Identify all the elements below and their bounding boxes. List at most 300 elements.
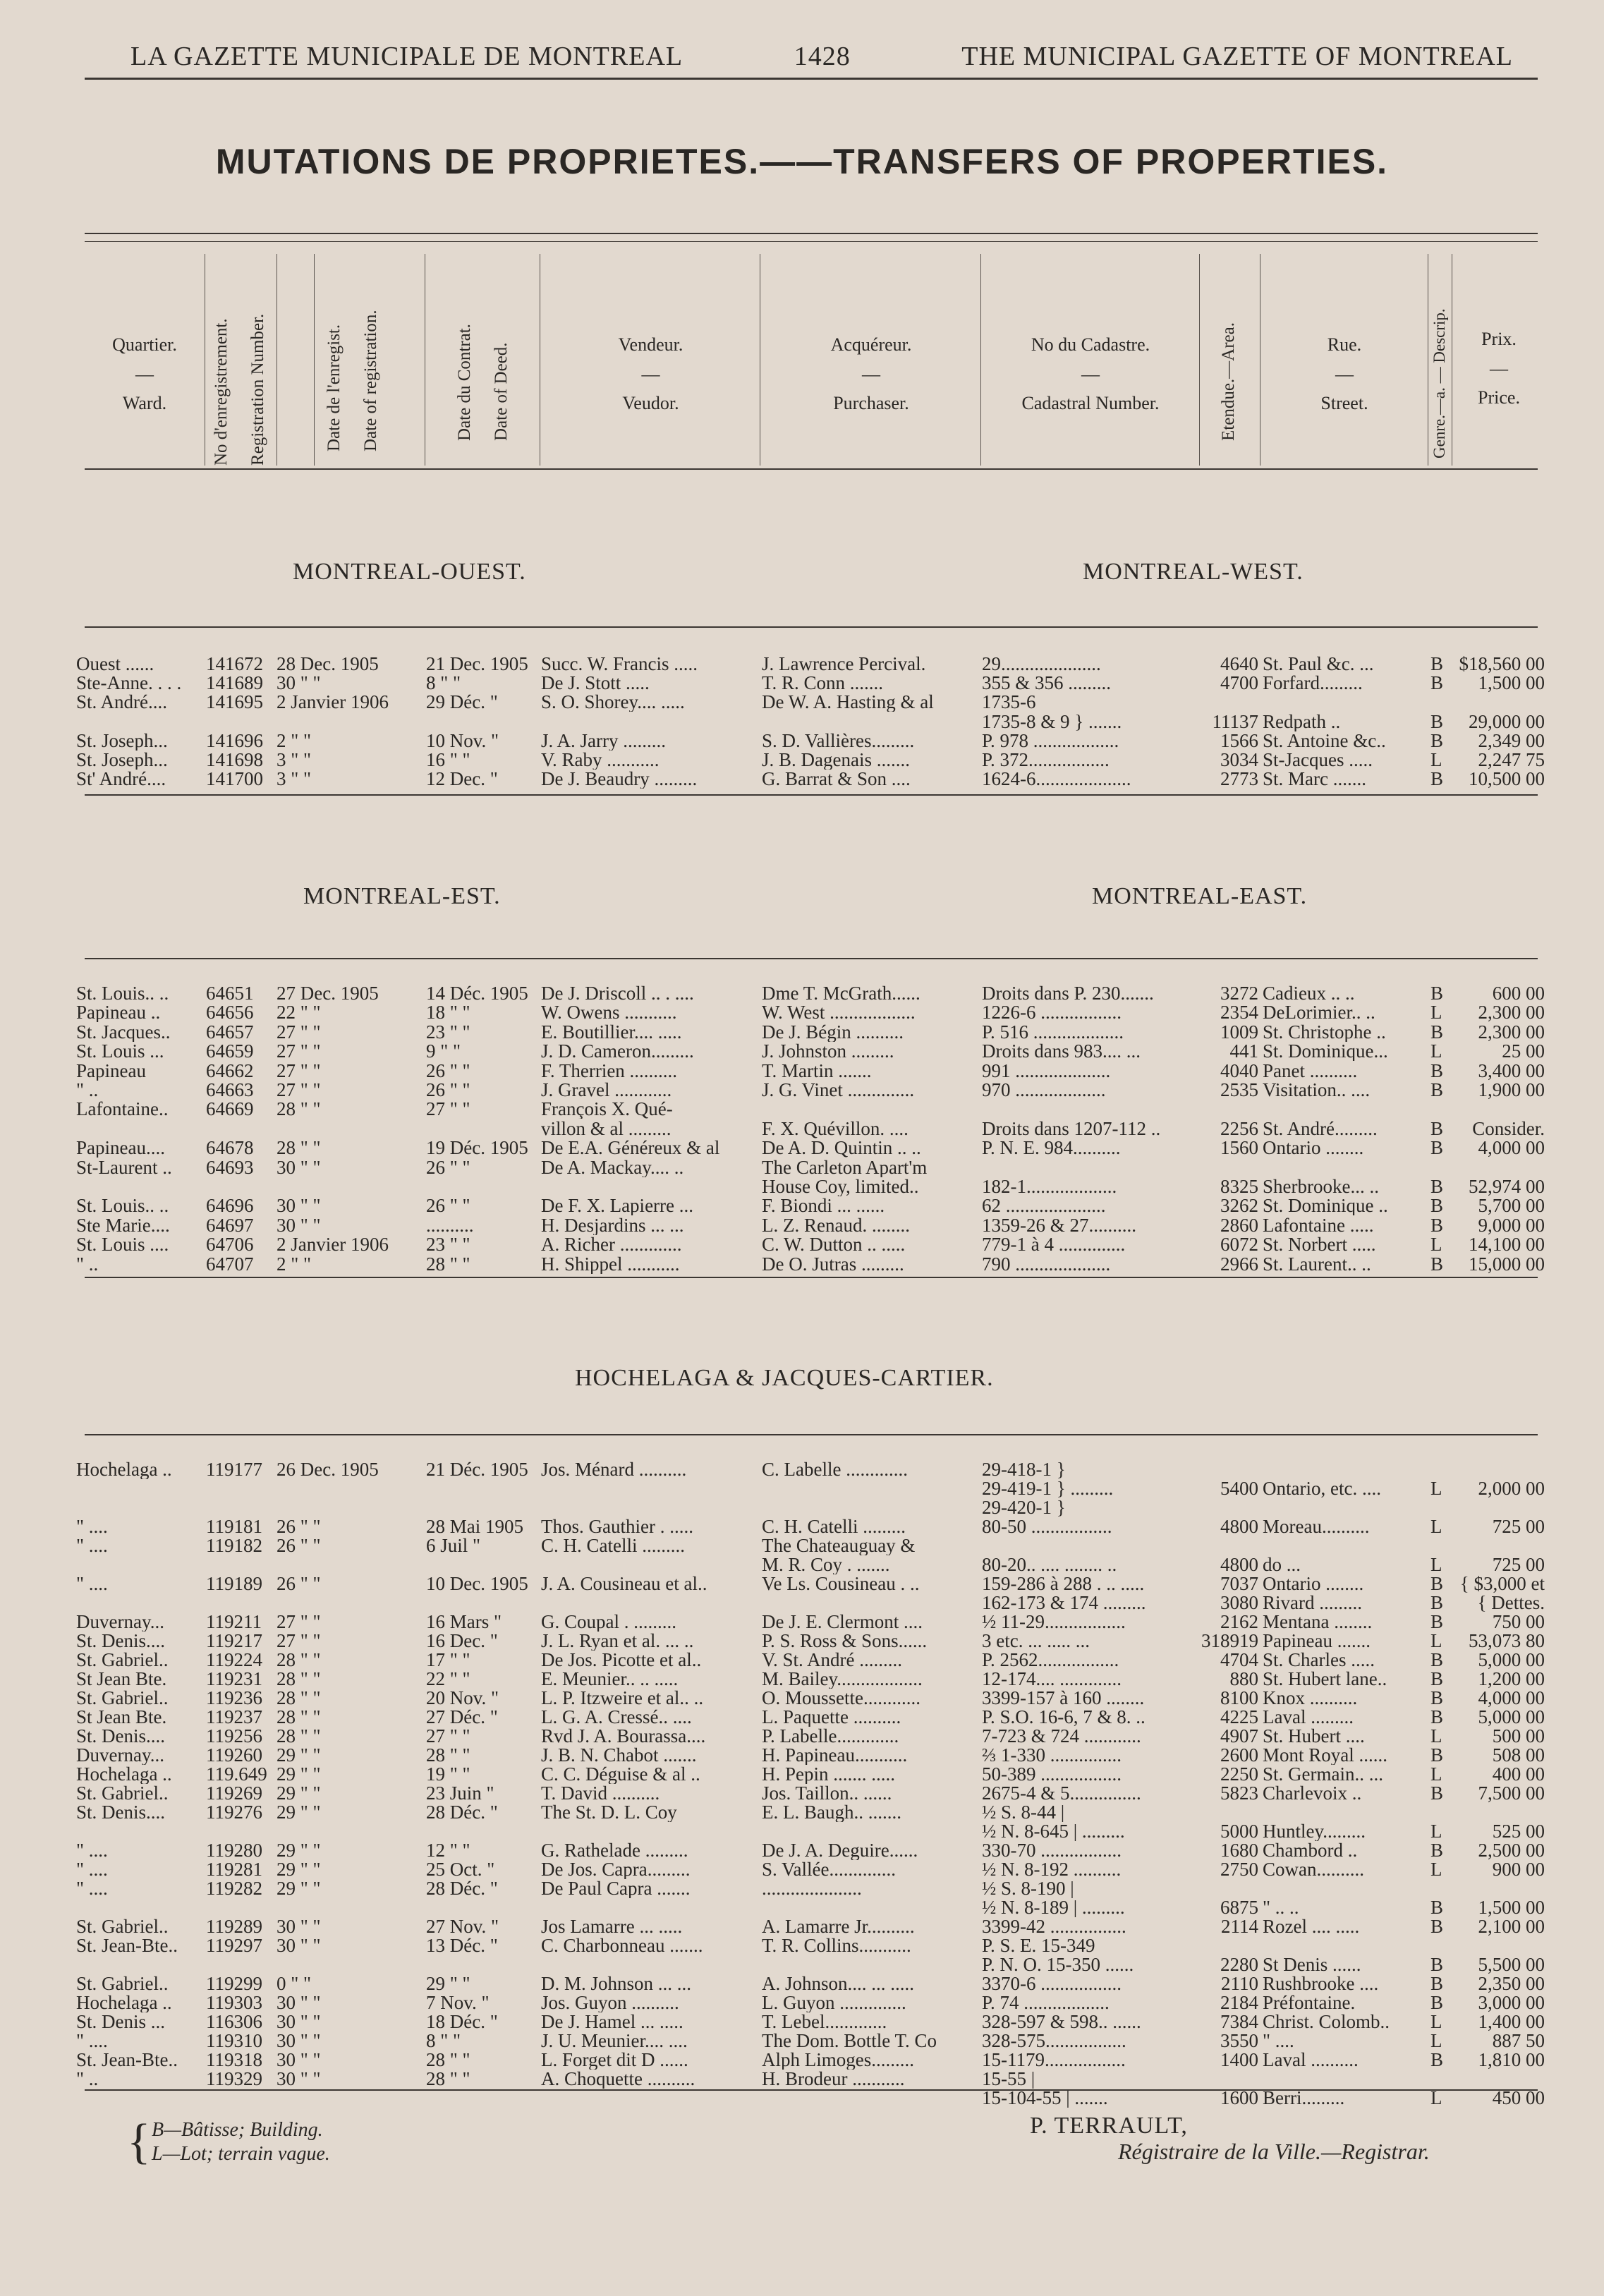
cell-cadastre: 2675-4 & 5...............: [982, 1784, 1141, 1803]
cell-purchaser: Ve Ls. Cousineau . ..: [762, 1574, 920, 1593]
cell-rdate: 26 " ": [277, 1574, 321, 1593]
cell-area: 1566: [1220, 731, 1258, 751]
cell-ddate: 8 " ": [426, 2031, 461, 2051]
cell-cadastre: Droits dans 983.... ...: [982, 1042, 1141, 1061]
header-reg-no-en: Registration Number.: [248, 313, 267, 466]
cell-ddate: 26 " ": [426, 1196, 470, 1215]
cell-no: 64659: [206, 1042, 254, 1061]
cell-ward: St. Gabriel..: [76, 1917, 169, 1936]
cell-genre: L: [1430, 1860, 1442, 1879]
table-row: [0, 1822, 1604, 1841]
cell-genre: L: [1430, 1517, 1442, 1536]
cell-genre: B: [1430, 1898, 1444, 1917]
cell-purchaser: M. R. Coy . .......: [762, 1555, 890, 1574]
cell-rdate: 30 " ": [277, 1196, 321, 1215]
cell-ward: Lafontaine..: [76, 1100, 169, 1119]
cell-genre: L: [1430, 1727, 1442, 1746]
cell-ward: St Jean Bte.: [76, 1708, 167, 1727]
cell-no: 119237: [206, 1708, 262, 1727]
cell-ward: St. Denis....: [76, 1803, 166, 1822]
running-head-left: LA GAZETTE MUNICIPALE DE MONTREAL: [130, 42, 683, 71]
header-area: Etendue.—Area.: [1219, 322, 1238, 441]
cell-rdate: 30 " ": [277, 674, 321, 693]
table-row: [0, 1235, 1604, 1254]
cell-price: 2,100 00: [1478, 1917, 1545, 1936]
cell-cadastre: 162-173 & 174 .........: [982, 1593, 1146, 1612]
cell-no: 119289: [206, 1917, 262, 1936]
cell-ddate: 23 " ": [426, 1023, 470, 1042]
cell-vendor: L. G. A. Cressé.. ....: [541, 1708, 692, 1727]
running-head-right: THE MUNICIPAL GAZETTE OF MONTREAL: [961, 42, 1513, 71]
cell-ward: St' André....: [76, 770, 166, 789]
cell-price: $18,560 00: [1459, 655, 1545, 674]
cell-purchaser: De J. E. Clermont ....: [762, 1612, 923, 1632]
cell-ddate: 21 Dec. 1905: [426, 655, 528, 674]
header-deed-date-en: Date of Deed.: [492, 342, 511, 441]
cell-cadastre: ⅔ 1-330 ...............: [982, 1746, 1122, 1765]
cell-genre: B: [1430, 1216, 1444, 1235]
cell-street: do ...: [1263, 1555, 1301, 1574]
cell-street: Cowan..........: [1263, 1860, 1364, 1879]
cell-no: 119329: [206, 2070, 262, 2089]
cell-cadastre: P. N. O. 15-350 ......: [982, 1955, 1134, 1974]
cell-price: 52,974 00: [1469, 1177, 1545, 1196]
cell-ddate: 13 Déc. ": [426, 1936, 498, 1955]
cell-no: 141672: [206, 655, 263, 674]
table-row: [0, 1100, 1604, 1119]
cell-street: St. Marc .......: [1263, 770, 1366, 789]
table-row: [0, 751, 1604, 770]
header-purchaser: [762, 330, 980, 418]
cell-ddate: 19 Déc. 1905: [426, 1138, 528, 1158]
cell-cadastre: 29-419-1 } .........: [982, 1479, 1114, 1498]
section-end-rule: [85, 794, 1538, 796]
cell-vendor: L. P. Itzweire et al.. ..: [541, 1689, 704, 1708]
table-row: [0, 1062, 1604, 1081]
cell-genre: B: [1430, 1917, 1444, 1936]
table-row: [0, 1898, 1604, 1917]
cell-ddate: 14 Déc. 1905: [426, 984, 528, 1003]
table-row: [0, 1632, 1604, 1651]
table-row: [0, 1460, 1604, 1479]
header-cadastre: [982, 330, 1199, 418]
table-row: [0, 1689, 1604, 1708]
cell-cadastre: 80-50 .................: [982, 1517, 1112, 1536]
table-row: [0, 1612, 1604, 1632]
cell-ward: " ....: [76, 1574, 108, 1593]
cell-rdate: 29 " ": [277, 1765, 321, 1784]
cell-street: St. Christophe ..: [1263, 1023, 1386, 1042]
cell-no: 64697: [206, 1216, 254, 1235]
cell-no: 64662: [206, 1062, 254, 1081]
cell-street: St. Germain.. ...: [1263, 1765, 1383, 1784]
cell-ddate: 20 Nov. ": [426, 1689, 499, 1708]
cell-area: 2860: [1220, 1216, 1258, 1235]
cell-rdate: 26 " ": [277, 1517, 321, 1536]
cell-purchaser: Alph Limoges.........: [762, 2051, 914, 2070]
cell-no: 141689: [206, 674, 263, 693]
cell-area: 1680: [1220, 1841, 1258, 1860]
cell-rdate: 29 " ": [277, 1784, 321, 1803]
section-label-hochelaga: HOCHELAGA & JACQUES-CARTIER.: [575, 1365, 994, 1391]
cell-ddate: 12 Dec. ": [426, 770, 498, 789]
table-row: [0, 731, 1604, 751]
cell-genre: B: [1430, 1196, 1444, 1215]
cell-vendor: J. D. Cameron.........: [541, 1042, 694, 1061]
cell-area: 5823: [1220, 1784, 1258, 1803]
cell-cadastre: 15-104-55 | .......: [982, 2089, 1108, 2108]
cell-vendor: De E.A. Généreux & al: [541, 1138, 720, 1158]
cell-rdate: 30 " ": [277, 2031, 321, 2051]
cell-street: Ontario, etc. ....: [1263, 1479, 1381, 1498]
cell-cadastre: 29-420-1 }: [982, 1498, 1066, 1517]
cell-cadastre: P. 372.................: [982, 751, 1110, 770]
cell-price: 750 00: [1492, 1612, 1545, 1632]
cell-ward: Ouest ......: [76, 655, 154, 674]
cell-ward: St. Louis ....: [76, 1235, 169, 1254]
cell-no: 64657: [206, 1023, 254, 1042]
header-dash: —: [1490, 358, 1508, 379]
cell-street: St Denis ......: [1263, 1955, 1361, 1974]
table-row: [0, 1119, 1604, 1138]
cell-ward: St. Gabriel..: [76, 1689, 169, 1708]
cell-genre: B: [1430, 1689, 1444, 1708]
cell-purchaser: L. Z. Renaud. ........: [762, 1216, 910, 1235]
cell-area: 6072: [1220, 1235, 1258, 1254]
header-vendor: [543, 330, 758, 418]
cell-area: 2750: [1220, 1860, 1258, 1879]
header-street-fr: Rue.: [1327, 334, 1362, 355]
cell-area: 7037: [1220, 1574, 1258, 1593]
cell-ward: Hochelaga ..: [76, 1993, 172, 2012]
cell-genre: L: [1430, 1765, 1442, 1784]
header-dash: —: [862, 363, 880, 384]
cell-genre: B: [1430, 1974, 1444, 1993]
cell-no: 119182: [206, 1536, 262, 1555]
cell-ward: Ste-Anne. . . .: [76, 674, 182, 693]
cell-genre: B: [1430, 1993, 1444, 2012]
cell-cadastre: P. 516 ...................: [982, 1023, 1124, 1042]
cell-street: Redpath ..: [1263, 712, 1341, 731]
table-row: [0, 2070, 1604, 2089]
cell-no: 64663: [206, 1081, 254, 1100]
cell-cadastre: 80-20.. .... ........ ..: [982, 1555, 1117, 1574]
cell-area: 441: [1229, 1042, 1258, 1061]
cell-vendor: De Jos. Picotte et al..: [541, 1651, 702, 1670]
cell-area: 3550: [1220, 2031, 1258, 2051]
cell-area: 2256: [1220, 1119, 1258, 1138]
table-row: [0, 1536, 1604, 1555]
cell-street: Rozel .... .....: [1263, 1917, 1360, 1936]
cell-cadastre: 182-1...................: [982, 1177, 1117, 1196]
cell-price: 25 00: [1502, 1042, 1545, 1061]
cell-price: 1,900 00: [1478, 1081, 1545, 1100]
cell-cadastre: 3399-157 à 160 ........: [982, 1689, 1145, 1708]
cell-cadastre: ½ N. 8-645 | .........: [982, 1822, 1125, 1841]
cell-rdate: 0 " ": [277, 1974, 312, 1993]
table-row: [0, 2089, 1604, 2108]
cell-price: 2,350 00: [1478, 1974, 1545, 1993]
cell-ward: " ....: [76, 1517, 108, 1536]
col-sep: [1199, 254, 1200, 466]
cell-genre: B: [1430, 1081, 1444, 1100]
cell-purchaser: H. Papineau...........: [762, 1746, 908, 1765]
table-row: [0, 693, 1604, 712]
table-row: [0, 1651, 1604, 1670]
cell-vendor: The St. D. L. Coy: [541, 1803, 677, 1822]
cell-no: 119256: [206, 1727, 262, 1746]
cell-vendor: De Jos. Capra.........: [541, 1860, 691, 1879]
cell-rdate: 27 Dec. 1905: [277, 984, 379, 1003]
cell-rdate: 27 " ": [277, 1023, 321, 1042]
table-row: [0, 1784, 1604, 1803]
cell-street: St. Antoine &c..: [1263, 731, 1386, 751]
cell-ddate: 10 Dec. 1905: [426, 1574, 528, 1593]
cell-area: 3262: [1220, 1196, 1258, 1215]
cell-price: 725 00: [1492, 1555, 1545, 1574]
signature-name: P. TERRAULT,: [1030, 2113, 1188, 2139]
table-row: [0, 1023, 1604, 1042]
cell-rdate: 30 " ": [277, 2012, 321, 2031]
table-row: [0, 1255, 1604, 1274]
cell-genre: B: [1430, 1062, 1444, 1081]
cell-area: 8325: [1220, 1177, 1258, 1196]
cell-no: 119231: [206, 1670, 262, 1689]
cell-ddate: 18 Déc. ": [426, 2012, 498, 2031]
cell-cadastre: 15-1179.................: [982, 2051, 1126, 2070]
cell-no: 64693: [206, 1158, 254, 1177]
cell-no: 119224: [206, 1651, 262, 1670]
cell-price: 2,300 00: [1478, 1003, 1545, 1022]
cell-price: 15,000 00: [1469, 1255, 1545, 1274]
section-rule: [85, 1434, 1538, 1435]
table-row: [0, 1081, 1604, 1100]
cell-cadastre: ½ 11-29.................: [982, 1612, 1126, 1632]
cell-area: 4800: [1220, 1517, 1258, 1536]
cell-cadastre: 330-70 .................: [982, 1841, 1122, 1860]
cell-rdate: 29 " ": [277, 1860, 321, 1879]
header-ward-fr: Quartier.: [112, 334, 177, 355]
cell-price: 508 00: [1492, 1746, 1545, 1765]
cell-genre: B: [1430, 1784, 1444, 1803]
header-reg-date-en: Date of registration.: [361, 310, 380, 451]
cell-price: 1,500 00: [1478, 674, 1545, 693]
cell-ddate: 27 Nov. ": [426, 1917, 499, 1936]
cell-vendor: J. U. Meunier.... ....: [541, 2031, 688, 2051]
cell-price: 53,073 80: [1469, 1632, 1545, 1651]
table-top-rule-2: [85, 241, 1538, 242]
cell-street: Rivard .........: [1263, 1593, 1362, 1612]
cell-cadastre: ½ N. 8-189 | .........: [982, 1898, 1125, 1917]
cell-cadastre: P. 74 ..................: [982, 1993, 1110, 2012]
cell-rdate: 30 " ": [277, 1158, 321, 1177]
cell-street: Christ. Colomb..: [1263, 2012, 1390, 2031]
cell-area: 5400: [1220, 1479, 1258, 1498]
cell-purchaser: O. Moussette............: [762, 1689, 921, 1708]
cell-street: St. Laurent.. ..: [1263, 1255, 1371, 1274]
cell-price: 887 50: [1492, 2031, 1545, 2051]
cell-vendor: De J. Hamel ... .....: [541, 2012, 683, 2031]
cell-vendor: G. Coupal . .........: [541, 1612, 676, 1632]
cell-vendor: De J. Beaudry .........: [541, 770, 698, 789]
cell-price: 900 00: [1492, 1860, 1545, 1879]
cell-ddate: 16 " ": [426, 751, 470, 770]
table-row: [0, 1746, 1604, 1765]
cell-purchaser: De J. Bégin ..........: [762, 1023, 904, 1042]
cell-street: Lafontaine .....: [1263, 1216, 1374, 1235]
page-title: MUTATIONS DE PROPRIETES.——TRANSFERS OF PROPERTIES.: [215, 142, 1389, 181]
cell-purchaser: S. D. Vallières.........: [762, 731, 915, 751]
cell-ddate: 29 Déc. ": [426, 693, 498, 712]
cell-ward: St. Jean-Bte..: [76, 1936, 178, 1955]
cell-cadastre: 62 .....................: [982, 1196, 1106, 1215]
table-row: [0, 1879, 1604, 1898]
cell-price: 400 00: [1492, 1765, 1545, 1784]
cell-no: 141696: [206, 731, 263, 751]
cell-ward: Ste Marie....: [76, 1216, 170, 1235]
cell-area: 2184: [1220, 1993, 1258, 2012]
cell-purchaser: P. S. Ross & Sons......: [762, 1632, 928, 1651]
cell-genre: B: [1430, 1574, 1444, 1593]
header-ward: [85, 330, 205, 418]
cell-cadastre: P. 2562.................: [982, 1651, 1119, 1670]
cell-no: 119276: [206, 1803, 262, 1822]
cell-area: 4700: [1220, 674, 1258, 693]
cell-ward: St. Denis....: [76, 1727, 166, 1746]
cell-price: { $3,000 et: [1459, 1574, 1545, 1593]
cell-price: 5,500 00: [1478, 1955, 1545, 1974]
cell-price: 1,500 00: [1478, 1898, 1545, 1917]
header-dash: —: [1335, 363, 1354, 384]
cell-genre: B: [1430, 1255, 1444, 1274]
cell-rdate: 22 " ": [277, 1003, 321, 1022]
cell-rdate: 26 Dec. 1905: [277, 1460, 379, 1479]
cell-rdate: 28 " ": [277, 1651, 321, 1670]
cell-cadastre: P. S. E. 15-349: [982, 1936, 1095, 1955]
cell-cadastre: 328-597 & 598.. ......: [982, 2012, 1141, 2031]
cell-area: 4640: [1220, 655, 1258, 674]
cell-no: 64706: [206, 1235, 254, 1254]
cell-vendor: Thos. Gauthier . .....: [541, 1517, 693, 1536]
cell-price: 4,000 00: [1478, 1689, 1545, 1708]
cell-vendor: J. L. Ryan et al. ... ..: [541, 1632, 694, 1651]
cell-no: 119269: [206, 1784, 262, 1803]
cell-no: 119.649: [206, 1765, 267, 1784]
cell-price: 725 00: [1492, 1517, 1545, 1536]
cell-no: 141698: [206, 751, 263, 770]
cell-genre: B: [1430, 731, 1444, 751]
cell-vendor: Succ. W. Francis .....: [541, 655, 698, 674]
cell-street: Papineau .......: [1263, 1632, 1371, 1651]
cell-street: Forfard.........: [1263, 674, 1363, 693]
cell-no: 64656: [206, 1003, 254, 1022]
cell-area: 2250: [1220, 1765, 1258, 1784]
cell-ddate: 23 Juin ": [426, 1784, 494, 1803]
cell-price: 500 00: [1492, 1727, 1545, 1746]
cell-purchaser: .....................: [762, 1879, 862, 1898]
cell-street: St. Dominique...: [1263, 1042, 1388, 1061]
cell-area: 4907: [1220, 1727, 1258, 1746]
cell-area: 4704: [1220, 1651, 1258, 1670]
header-vendor-en: Veudor.: [622, 393, 679, 414]
cell-purchaser: E. L. Baugh.. .......: [762, 1803, 901, 1822]
cell-vendor: De A. Mackay.... ..: [541, 1158, 684, 1177]
cell-genre: B: [1430, 655, 1444, 674]
cell-ward: St. Jacques..: [76, 1023, 171, 1042]
cell-street: St. Hubert lane..: [1263, 1670, 1387, 1689]
cell-ward: St. Denis ...: [76, 2012, 166, 2031]
table-row: [0, 1803, 1604, 1822]
cell-genre: L: [1430, 1003, 1442, 1022]
cell-vendor: J. A. Cousineau et al..: [541, 1574, 707, 1593]
cell-cadastre: ½ S. 8-44 |: [982, 1803, 1065, 1822]
cell-street: Laval .........: [1263, 1708, 1354, 1727]
running-head: [130, 41, 1513, 72]
table-row: [0, 984, 1604, 1003]
cell-cadastre: P. S.O. 16-6, 7 & 8. ..: [982, 1708, 1146, 1727]
section-label-west-fr: MONTREAL-OUEST.: [293, 559, 526, 585]
cell-rdate: 3 " ": [277, 751, 312, 770]
cell-street: Charlevoix ..: [1263, 1784, 1362, 1803]
cell-vendor: Rvd J. A. Bourassa....: [541, 1727, 706, 1746]
cell-rdate: 3 " ": [277, 770, 312, 789]
cell-ddate: 27 Déc. ": [426, 1708, 498, 1727]
cell-street: St. Charles .....: [1263, 1651, 1375, 1670]
cell-vendor: D. M. Johnson ... ...: [541, 1974, 692, 1993]
cell-street: St. Norbert .....: [1263, 1235, 1376, 1254]
cell-purchaser: C. Labelle .............: [762, 1460, 908, 1479]
cell-area: 2162: [1220, 1612, 1258, 1632]
cell-street: Sherbrooke... ..: [1263, 1177, 1379, 1196]
cell-price: 2,500 00: [1478, 1841, 1545, 1860]
cell-genre: B: [1430, 1746, 1444, 1765]
table-row: [0, 1196, 1604, 1215]
cell-ddate: 28 Mai 1905: [426, 1517, 523, 1536]
cell-no: 119211: [206, 1612, 262, 1632]
cell-area: 3272: [1220, 984, 1258, 1003]
cell-cadastre: 12-174.... .............: [982, 1670, 1122, 1689]
table-row: [0, 712, 1604, 731]
cell-vendor: François X. Qué-: [541, 1100, 673, 1119]
cell-ddate: 10 Nov. ": [426, 731, 499, 751]
cell-vendor: A. Richer .............: [541, 1235, 682, 1254]
cell-vendor: E. Meunier.. .. .....: [541, 1670, 679, 1689]
cell-rdate: 26 " ": [277, 1536, 321, 1555]
header-deed-date-fr: Date du Contrat.: [455, 324, 474, 441]
cell-no: 119236: [206, 1689, 262, 1708]
cell-purchaser: F. X. Quévillon. ....: [762, 1119, 909, 1138]
table-row: [0, 1841, 1604, 1860]
cell-area: 1600: [1220, 2089, 1258, 2108]
cell-cadastre: 3399-42 ................: [982, 1917, 1126, 1936]
cell-area: 2354: [1220, 1003, 1258, 1022]
cell-price: 2,000 00: [1478, 1479, 1545, 1498]
cell-street: Préfontaine.: [1263, 1993, 1356, 2012]
cell-cadastre: Droits dans 1207-112 ..: [982, 1119, 1161, 1138]
cell-purchaser: Dme T. McGrath......: [762, 984, 921, 1003]
cell-area: 2773: [1220, 770, 1258, 789]
cell-ddate: 9 " ": [426, 1042, 461, 1061]
cell-no: 119189: [206, 1574, 262, 1593]
cell-ward: St. Gabriel..: [76, 1651, 169, 1670]
cell-street: Huntley.........: [1263, 1822, 1366, 1841]
table-row: [0, 1158, 1604, 1177]
cell-ddate: 28 Déc. ": [426, 1879, 498, 1898]
cell-no: 64678: [206, 1138, 254, 1158]
cell-cadastre: 7-723 & 724 ............: [982, 1727, 1141, 1746]
cell-genre: B: [1430, 1119, 1444, 1138]
cell-price: 9,000 00: [1478, 1216, 1545, 1235]
